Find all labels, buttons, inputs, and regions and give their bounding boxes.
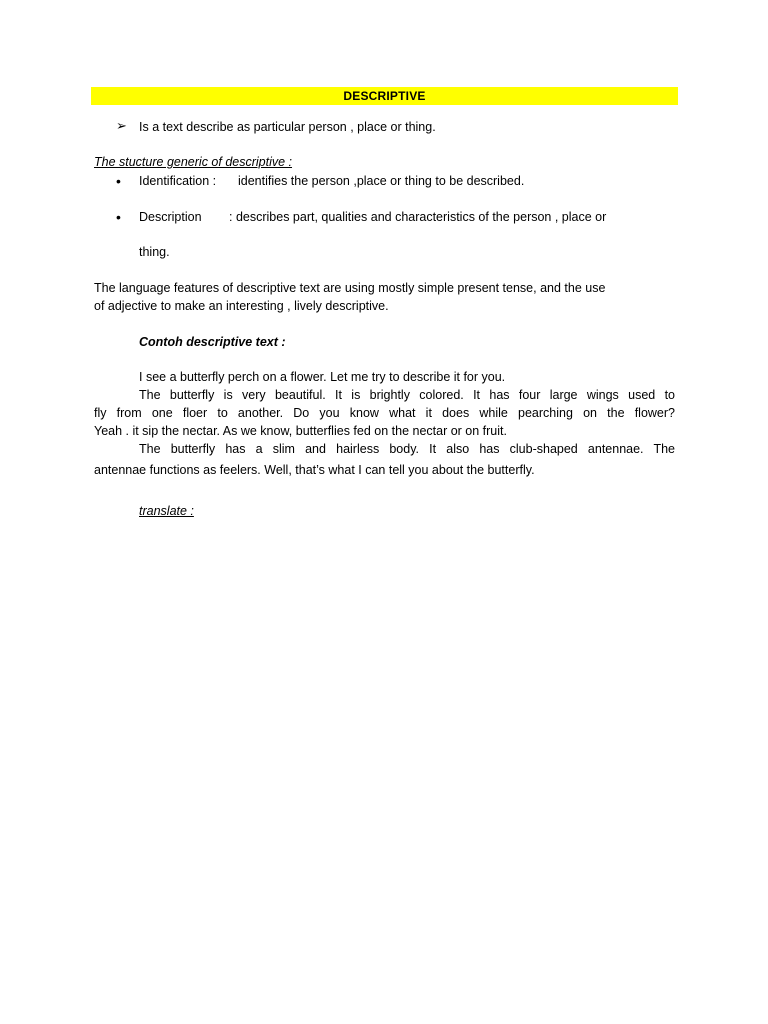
identification-text: identifies the person ,place or thing to be described. <box>238 174 525 188</box>
description-label: Description <box>139 210 202 224</box>
definition-text: Is a text describe as particular person , place or thing. <box>139 120 436 134</box>
example-line: fly from one floer to another. Do you know what it does while pearching on the flower? <box>94 406 675 420</box>
language-features-line-2: of adjective to make an interesting , lively descriptive. <box>94 299 389 313</box>
bullet-dot-icon: • <box>116 209 121 225</box>
example-line: I see a butterfly perch on a flower. Let me try to describe it for you. <box>139 370 506 384</box>
translate-heading: translate : <box>139 504 194 518</box>
example-line: Yeah . it sip the nectar. As we know, butterflies fed on the nectar or on fruit. <box>94 424 507 438</box>
description-continuation: thing. <box>139 245 170 259</box>
bullet-dot-icon: • <box>116 173 121 189</box>
example-line: The butterfly has a slim and hairless body. It also has club-shaped antennae. The <box>139 442 675 456</box>
arrow-bullet-icon: ➢ <box>116 118 127 133</box>
example-heading: Contoh descriptive text : <box>139 335 286 349</box>
document-title: DESCRIPTIVE <box>91 87 678 105</box>
example-line: antennae functions as feelers. Well, that’s what I can tell you about the butterfly. <box>94 463 535 477</box>
language-features-line-1: The language features of descriptive text are using mostly simple present tense, and the use <box>94 281 606 295</box>
structure-heading: The stucture generic of descriptive : <box>94 155 293 169</box>
example-line: The butterfly is very beautiful. It is brightly colored. It has four large wings used to <box>139 388 675 402</box>
description-text: : describes part, qualities and characteristics of the person , place or <box>229 210 607 224</box>
identification-label: Identification : <box>139 174 217 188</box>
